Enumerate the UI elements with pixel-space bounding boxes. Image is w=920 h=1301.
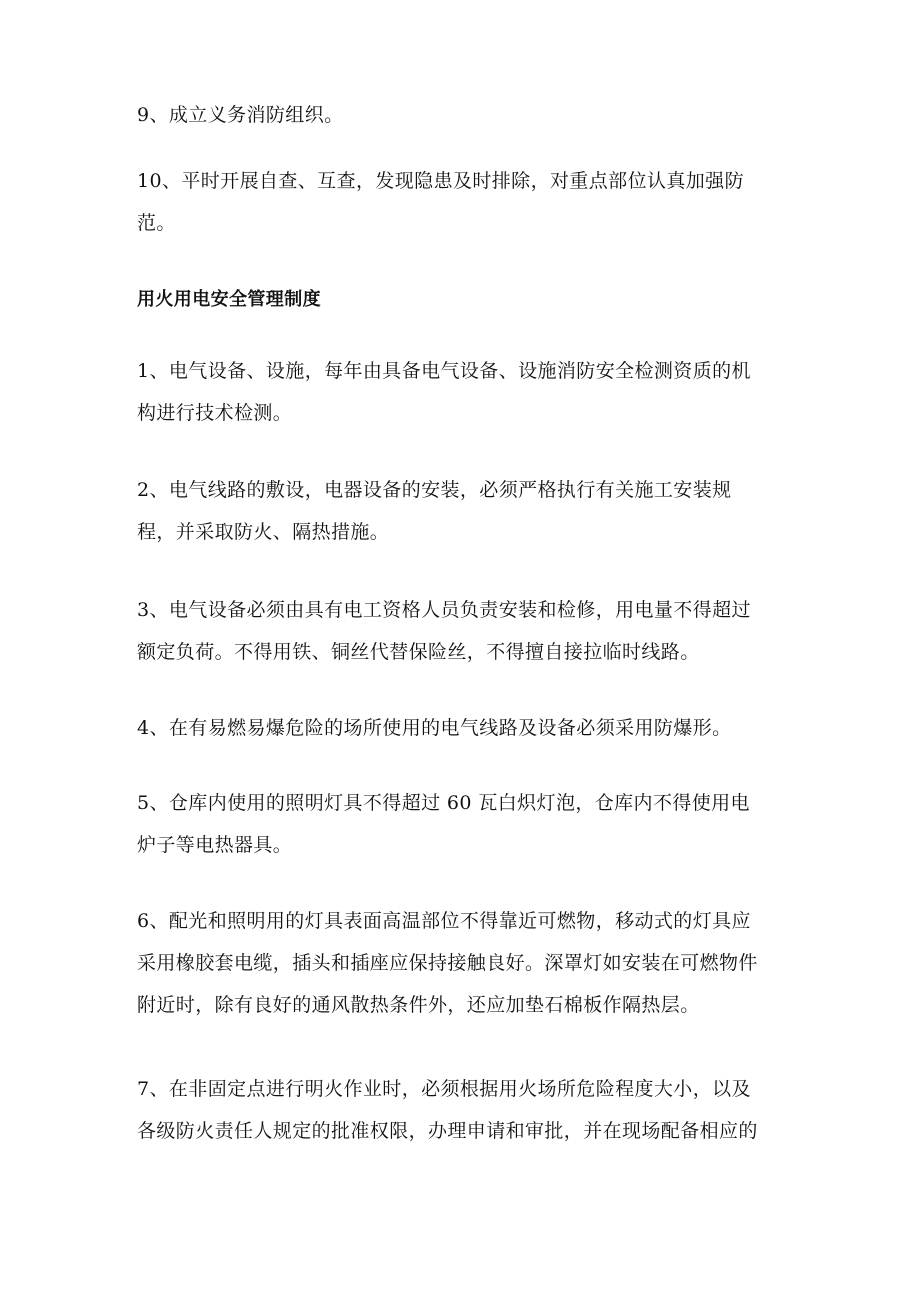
text-line: 10、平时开展自查、互查，发现隐患及时排除，对重点部位认真加强防 (137, 170, 744, 192)
text-line: 9、成立义务消防组织。 (137, 104, 344, 126)
text-line: 2、电气线路的敷设，电器设备的安装，必须严格执行有关施工安装规 (137, 479, 732, 501)
paragraph-item-10 (137, 160, 787, 244)
text-line: 4、在有易燃易爆危险的场所使用的电气线路及设备必须采用防爆形。 (137, 717, 732, 739)
paragraph-item-2 (137, 469, 787, 553)
paragraph-item-5 (137, 782, 787, 866)
text-line: 额定负荷。不得用铁、铜丝代替保险丝，不得擅自接拉临时线路。 (137, 641, 700, 663)
text-line: 范。 (137, 212, 176, 234)
text-line: 各级防火责任人规定的批准权限，办理申请和审批，并在现场配备相应的 (137, 1120, 758, 1142)
text-line: 程，并采取防火、隔热措施。 (137, 521, 390, 543)
heading-text: 用火用电安全管理制度 (137, 289, 321, 310)
text-line: 采用橡胶套电缆，插头和插座应保持接触良好。深罩灯如安装在可燃物件 (137, 952, 758, 974)
paragraph-item-6 (137, 900, 787, 1026)
paragraph-item-3 (137, 589, 787, 673)
paragraph-item-7 (137, 1068, 787, 1152)
text-line: 炉子等电热器具。 (137, 834, 293, 856)
text-line: 附近时，除有良好的通风散热条件外，还应加垫石棉板作隔热层。 (137, 994, 700, 1016)
text-line: 7、在非固定点进行明火作业时，必须根据用火场所危险程度大小，以及 (137, 1078, 751, 1100)
text-line: 1、电气设备、设施，每年由具备电气设备、设施消防安全检测资质的机 (137, 360, 751, 382)
paragraph-item-9 (137, 94, 787, 136)
text-line: 6、配光和照明用的灯具表面高温部位不得靠近可燃物，移动式的灯具应 (137, 910, 751, 932)
text-line: 3、电气设备必须由具有电工资格人员负责安装和检修，用电量不得超过 (137, 599, 751, 621)
section-heading (137, 279, 787, 321)
text-line: 构进行技术检测。 (137, 402, 293, 424)
paragraph-item-4 (137, 707, 787, 749)
paragraph-item-1 (137, 350, 787, 434)
text-line: 5、仓库内使用的照明灯具不得超过 60 瓦白炽灯泡，仓库内不得使用电 (137, 792, 750, 814)
